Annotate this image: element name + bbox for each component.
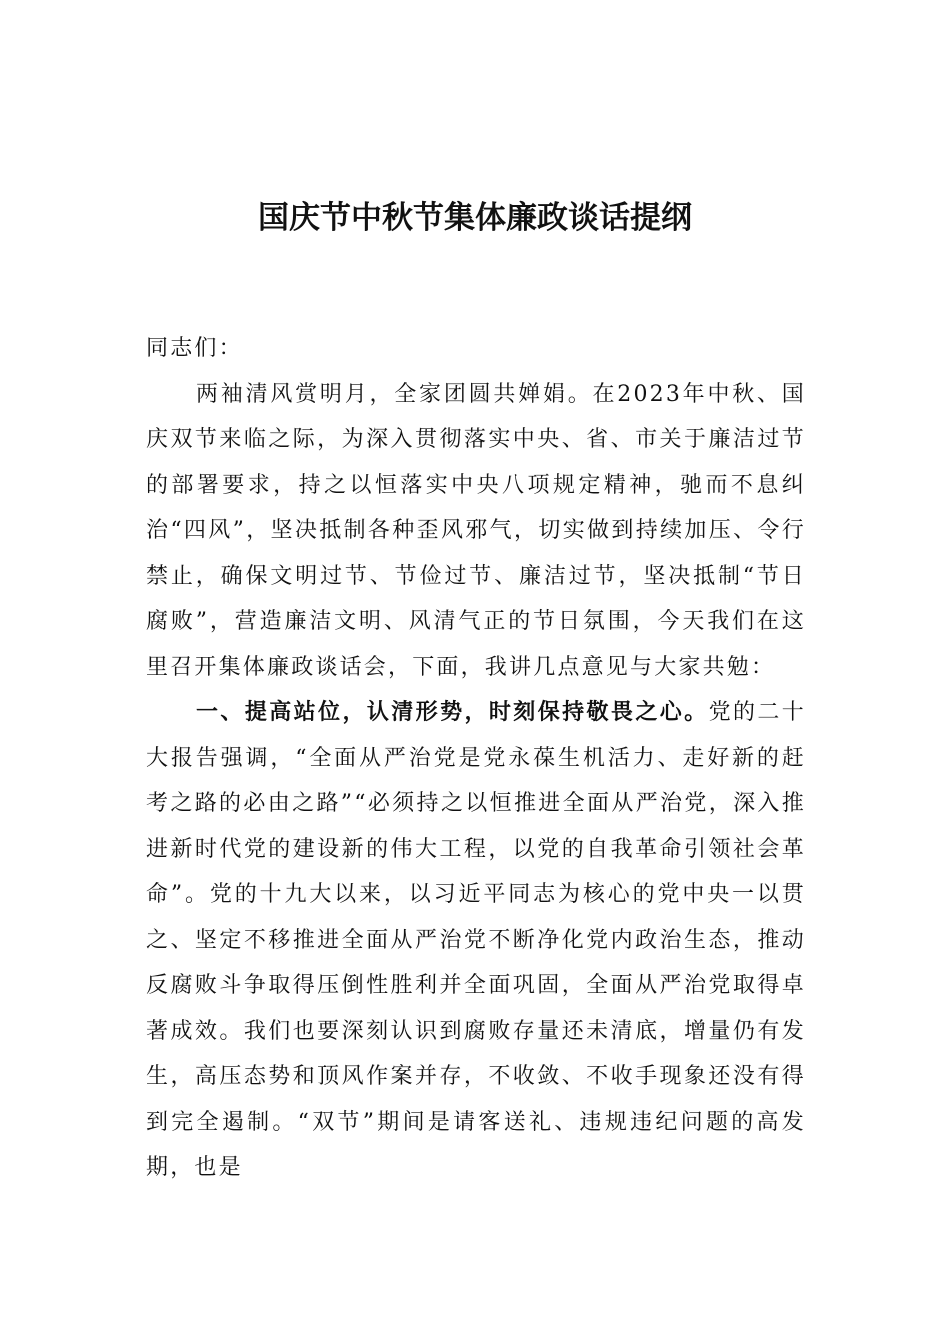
- paragraph-section-1: [146, 690, 806, 1191]
- paragraph-intro: 两袖清风赏明月，全家团圆共婵娟。在2023年中秋、国庆双节来临之际，为深入贯彻落实中央、省、市关于廉洁过节的部署要求，持之以恒落实中央八项规定精神，驰而不息纠治“四风”，坚决抵制各种歪风邪气，切实做到持续加压、令行禁止，确保文明过节、节俭过节、廉洁过节，坚决抵制“节日腐败”，营造廉洁文明、风清气正的节日氛围，今天我们在这里召开集体廉政谈话会，下面，我讲几点意见与大家共勉：: [146, 381, 806, 680]
- document-title: 国庆节中秋节集体廉政谈话提纲: [258, 200, 692, 236]
- section-1-text: 党的二十大报告强调，“全面从严治党是党永葆生机活力、走好新的赶考之路的必由之路”“必须持之以恒推进全面从严治党，深入推进新时代党的建设新的伟大工程，以党的自我革命引领社会革命”。党的十九大以来，以习近平同志为核心的党中央一以贯之、坚定不移推进全面从严治党不断净化党内政治生态，推动反腐败斗争取得压倒性胜利并全面巩固，全面从严治党取得卓著成效。我们也要深刻认识到腐败存量还未清底，增量仍有发生，高压态势和顶风作案并存，不收敛、不收手现象还没有得到完全遏制。“双节”期间是请客送礼、违规违纪问题的高发期，也是: [146, 700, 807, 1180]
- document-body: [146, 326, 806, 1191]
- salutation: 同志们：: [146, 336, 243, 361]
- section-1-heading: 一、提高站位，认清形势，时刻保持敬畏之心。: [196, 699, 709, 725]
